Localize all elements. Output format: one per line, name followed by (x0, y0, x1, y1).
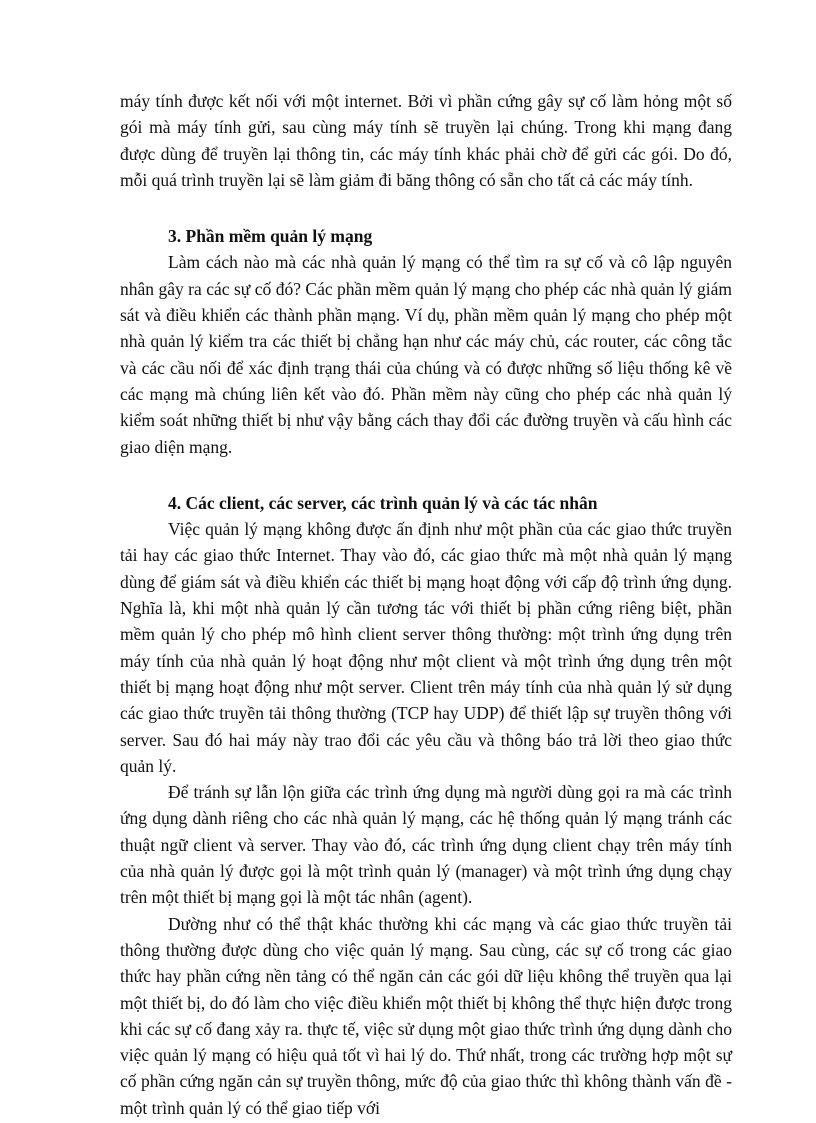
section-3-heading: 3. Phần mềm quản lý mạng (168, 226, 373, 247)
spacer (120, 460, 732, 490)
section-4-heading: 4. Các client, các server, các trình quản lý và các tác nhân (168, 492, 598, 513)
section-4-paragraph-1: Việc quản lý mạng không được ấn định như một phần của các giao thức truyền tải hay các giao thức Internet. Thay vào đó, các giao thức mà một nhà quản lý mạng dùng để giám sát và điều khiển các thiết bị mạng hoạt động với cấp độ trình ứng dụng. Nghĩa là, khi một nhà quản lý cần tương tác với thiết bị phần cứng riêng biệt, phần mềm quản lý cho phép mô hình client server thông thường: một trình ứng dụng trên máy tính của nhà quản lý hoạt động như một client và một trình ứng dụng trên một thiết bị mạng hoạt động như một server. Client trên máy tính của nhà quản lý sử dụng các giao thức truyền tải thông thường (TCP hay UDP) để thiết lập sự truyền thông với server. Sau đó hai máy này trao đổi các yêu cầu và thông báo trả lời theo giao thức quản lý. (120, 519, 732, 776)
document-page (120, 88, 732, 1121)
section-3-paragraph: Làm cách nào mà các nhà quản lý mạng có thể tìm ra sự cố và cô lập nguyên nhân gây ra các sự cố đó? Các phần mềm quản lý mạng cho phép các nhà quản lý giám sát và điều khiển các thành phần mạng. Ví dụ, phần mềm quản lý mạng cho phép một nhà quản lý kiểm tra các thiết bị chẳng hạn như các máy chủ, các router, các công tắc và các cầu nối để xác định trạng thái của chúng và có được những số liệu thống kê về các mạng mà chúng liên kết vào đó. Phần mềm này cũng cho phép các nhà quản lý kiểm soát những thiết bị như vậy bằng cách thay đổi các đường truyền và cấu hình các giao diện mạng. (120, 252, 732, 457)
spacer (120, 193, 732, 223)
section-4-paragraph-2: Để tránh sự lẫn lộn giữa các trình ứng dụng mà người dùng gọi ra mà các trình ứng dụng dành riêng cho các nhà quản lý mạng, các hệ thống quản lý mạng tránh các thuật ngữ client và server. Thay vào đó, các trình ứng dụng client chạy trên máy tính của nhà quản lý được gọi là một trình quản lý (manager) và một trình ứng dụng chạy trên một thiết bị mạng gọi là một tác nhân (agent). (120, 782, 732, 908)
paragraph-intro: máy tính được kết nối với một internet. Bởi vì phần cứng gây sự cố làm hỏng một số gói mà máy tính gửi, sau cùng máy tính sẽ truyền lại chúng. Trong khi mạng đang được dùng để truyền lại thông tin, các máy tính khác phải chờ để gửi các gói. Do đó, mỗi quá trình truyền lại sẽ làm giảm đi băng thông có sẵn cho tất cả các máy tính. (120, 91, 732, 190)
section-4-paragraph-3: Dường như có thể thật khác thường khi các mạng và các giao thức truyền tải thông thường được dùng cho việc quản lý mạng. Sau cùng, các sự cố trong các giao thức hay phần cứng nền tảng có thể ngăn cản các gói dữ liệu không thể truyền qua lại một thiết bị, do đó làm cho việc điều khiển một thiết bị không thể thực hiện được trong khi các sự cố đang xảy ra. thực tế, việc sử dụng một giao thức trình ứng dụng dành cho việc quản lý mạng có hiệu quả tốt vì hai lý do. Thứ nhất, trong các trường hợp một sự cố phần cứng ngăn cản sự truyền thông, mức độ của giao thức thì không thành vấn đề - một trình quản lý có thể giao tiếp với (120, 913, 732, 1118)
